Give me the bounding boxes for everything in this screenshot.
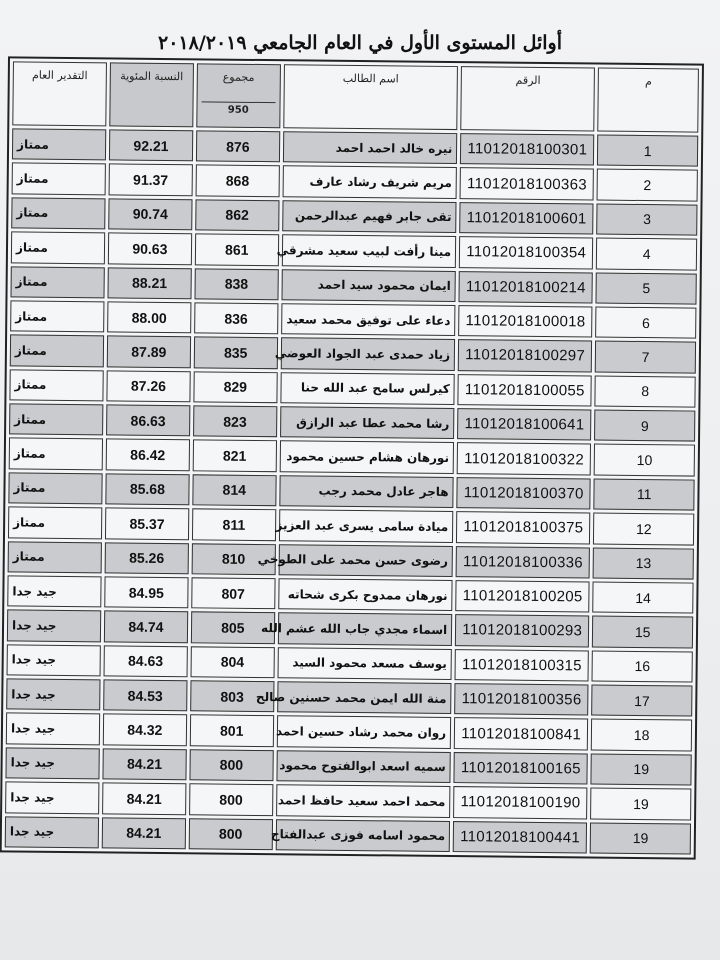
cell-grade: ممتاز: [11, 232, 105, 264]
table-row: [10, 300, 696, 339]
cell-percent: 84.53: [103, 679, 187, 711]
cell-student-number: 11012018100190: [453, 786, 588, 819]
cell-index: 10: [594, 444, 695, 476]
cell-percent: 88.00: [107, 301, 191, 333]
cell-total: 810: [191, 543, 275, 575]
cell-student-number: 11012018100370: [456, 477, 591, 510]
cell-grade: جيد جدا: [6, 713, 100, 745]
cell-percent: 85.68: [105, 473, 189, 505]
cell-percent: 84.21: [102, 817, 186, 849]
cell-student-number: 11012018100601: [459, 202, 594, 235]
cell-total: 823: [193, 405, 277, 437]
cell-percent: 84.21: [102, 783, 186, 815]
cell-student-number: 11012018100205: [455, 580, 590, 613]
cell-total: 821: [193, 440, 277, 472]
cell-grade: ممتاز: [9, 403, 103, 435]
table-row: [9, 403, 695, 442]
cell-percent: 87.89: [107, 336, 191, 368]
cell-grade: جيد جدا: [6, 678, 100, 710]
cell-index: 17: [592, 685, 693, 717]
cell-grade: ممتاز: [10, 300, 104, 332]
cell-percent: 90.74: [108, 198, 192, 230]
cell-total: 804: [190, 646, 274, 678]
cell-student-name: تقى جابر فهيم عبدالرحمن: [282, 200, 457, 233]
results-table-frame: [0, 56, 704, 859]
cell-percent: 86.42: [106, 439, 190, 471]
cell-student-number: 11012018100336: [456, 546, 591, 579]
cell-grade: ممتاز: [8, 472, 102, 504]
cell-student-number: 11012018100641: [457, 408, 592, 441]
cell-student-name: منة الله ايمن محمد حسنين صالح: [277, 681, 452, 714]
cell-percent: 90.63: [108, 233, 192, 265]
table-row: [8, 507, 694, 546]
cell-student-name: كيرلس سامح عبد الله حنا: [280, 372, 455, 405]
cell-student-name: ايمان محمود سيد احمد: [281, 269, 456, 302]
cell-student-number: 11012018100356: [454, 683, 589, 716]
cell-index: 8: [595, 375, 696, 407]
table-row: [10, 335, 696, 374]
cell-grade: جيد جدا: [7, 644, 101, 676]
cell-index: 9: [594, 410, 695, 442]
cell-index: 12: [593, 513, 694, 545]
cell-student-name: نورهان ممدوح بكرى شحاته: [278, 578, 453, 611]
table-row: [5, 747, 691, 786]
table-header-row: [12, 61, 699, 132]
table-row: [7, 644, 693, 683]
cell-index: 1: [597, 135, 698, 167]
header-percent: النسبة المئوية: [109, 62, 194, 127]
cell-index: 19: [590, 822, 691, 855]
cell-total: 805: [191, 612, 275, 644]
cell-grade: جيد جدا: [5, 747, 99, 779]
cell-student-name: سميه اسعد ابوالفتوح محمود: [276, 750, 451, 783]
cell-total: 876: [196, 130, 280, 162]
header-grade: التقدير العام: [12, 61, 107, 126]
cell-grade: ممتاز: [11, 197, 105, 229]
cell-percent: 84.95: [104, 576, 188, 608]
cell-index: 7: [595, 341, 696, 373]
cell-student-name: يوسف مسعد محمود السيد: [277, 647, 452, 680]
cell-grade: جيد جدا: [7, 575, 101, 607]
cell-percent: 84.74: [104, 611, 188, 643]
cell-percent: 85.37: [105, 508, 189, 540]
cell-grade: ممتاز: [12, 163, 106, 195]
cell-student-number: 11012018100441: [453, 821, 588, 854]
cell-student-number: 11012018100322: [457, 442, 592, 475]
cell-student-name: زياد حمدى عبد الجواد العوضي: [280, 337, 455, 370]
cell-student-name: مريم شريف رشاد عارف: [282, 166, 457, 199]
cell-total: 800: [189, 818, 273, 850]
cell-student-name: محمد احمد سعيد حافظ احمد: [276, 784, 451, 817]
cell-total: 862: [195, 199, 279, 231]
cell-percent: 84.32: [103, 714, 187, 746]
cell-grade: ممتاز: [8, 541, 102, 573]
cell-total: 801: [190, 715, 274, 747]
results-table: [2, 58, 702, 857]
cell-index: 15: [592, 616, 693, 648]
table-row: [8, 541, 694, 580]
table-body: [5, 128, 698, 854]
cell-student-number: 11012018100055: [458, 374, 593, 407]
cell-grade: ممتاز: [9, 438, 103, 470]
cell-index: 19: [590, 788, 691, 820]
cell-percent: 92.21: [109, 129, 193, 161]
table-row: [10, 266, 696, 305]
cell-index: 3: [597, 203, 698, 235]
header-total: [196, 63, 281, 128]
table-row: [5, 781, 691, 820]
table-row: [7, 575, 693, 614]
cell-student-name: روان محمد رشاد حسين احمد: [277, 716, 452, 749]
cell-grade: جيد جدا: [5, 816, 99, 848]
cell-grade: ممتاز: [10, 266, 104, 298]
cell-student-number: 11012018100165: [454, 752, 589, 785]
cell-grade: ممتاز: [10, 335, 104, 367]
cell-total: 838: [194, 268, 278, 300]
cell-grade: ممتاز: [9, 369, 103, 401]
cell-percent: 87.26: [106, 370, 190, 402]
cell-index: 11: [594, 478, 695, 510]
cell-student-name: ميادة سامى يسرى عبد العزيز: [279, 509, 454, 542]
header-number: الرقم: [460, 66, 595, 131]
header-total-max: 950: [201, 101, 275, 116]
cell-index: 18: [591, 719, 692, 751]
cell-student-name: مينا رأفت لبيب سعيد مشرقي: [282, 234, 457, 267]
cell-grade: جيد جدا: [7, 610, 101, 642]
cell-grade: جيد جدا: [5, 781, 99, 813]
table-row: [8, 472, 694, 511]
cell-index: 13: [593, 547, 694, 579]
table-row: [11, 197, 697, 236]
cell-student-name: نورهان هشام حسين محمود: [279, 441, 454, 474]
cell-percent: 84.63: [104, 645, 188, 677]
cell-total: 861: [195, 233, 279, 265]
cell-index: 14: [593, 581, 694, 613]
cell-total: 800: [189, 749, 273, 781]
cell-index: 19: [591, 753, 692, 785]
cell-total: 811: [192, 508, 276, 540]
header-total-label: مجموع: [222, 70, 255, 84]
table-row: [9, 369, 695, 408]
cell-total: 835: [194, 337, 278, 369]
table-row: [12, 163, 698, 202]
cell-total: 807: [191, 577, 275, 609]
cell-percent: 85.26: [105, 542, 189, 574]
cell-student-name: هاجر عادل محمد رجب: [279, 475, 454, 508]
cell-student-number: 11012018100354: [459, 236, 594, 269]
cell-total: 868: [195, 165, 279, 197]
cell-student-name: محمود اسامه فوزى عبدالفتاح: [275, 819, 450, 852]
cell-student-number: 11012018100293: [455, 614, 590, 647]
table-row: [6, 713, 692, 752]
cell-student-name: رشا محمد عطا عبد الرازق: [280, 406, 455, 439]
table-row: [7, 610, 693, 649]
cell-index: 6: [595, 306, 696, 338]
cell-student-name: نيره خالد احمد احمد: [283, 131, 458, 164]
cell-student-number: 11012018100297: [458, 339, 593, 372]
table-row: [6, 678, 692, 717]
cell-total: 803: [190, 680, 274, 712]
cell-student-number: 11012018100018: [458, 305, 593, 338]
cell-index: 5: [596, 272, 697, 304]
cell-student-number: 11012018100375: [456, 511, 591, 544]
cell-grade: ممتاز: [8, 507, 102, 539]
cell-student-number: 11012018100214: [459, 271, 594, 304]
cell-total: 836: [194, 302, 278, 334]
table-row: [9, 438, 695, 477]
cell-total: 800: [189, 783, 273, 815]
cell-student-number: 11012018100363: [460, 167, 595, 200]
cell-percent: 86.63: [106, 404, 190, 436]
cell-index: 2: [597, 169, 698, 201]
cell-index: 4: [596, 238, 697, 270]
table-row: [12, 128, 698, 167]
cell-grade: ممتاز: [12, 128, 106, 160]
cell-index: 16: [592, 650, 693, 682]
cell-total: 814: [192, 474, 276, 506]
cell-total: 829: [193, 371, 277, 403]
cell-student-name: رضوى حسن محمد على الطوخي: [278, 544, 453, 577]
cell-percent: 84.21: [102, 748, 186, 780]
cell-student-number: 11012018100841: [454, 717, 589, 750]
header-index: م: [598, 68, 699, 133]
cell-student-name: دعاء على توفيق محمد سعيد: [281, 303, 456, 336]
cell-student-number: 11012018100301: [460, 133, 595, 166]
table-row: [5, 816, 691, 855]
header-name: اسم الطالب: [283, 64, 458, 130]
cell-percent: 88.21: [107, 267, 191, 299]
table-row: [11, 232, 697, 271]
cell-percent: 91.37: [109, 164, 193, 196]
cell-student-name: اسماء مجدي جاب الله عشم الله: [278, 612, 453, 645]
cell-student-number: 11012018100315: [455, 649, 590, 682]
page-title: أوائل المستوى الأول في العام الجامعي ٢٠١٨/٢٠١٩: [158, 32, 562, 54]
